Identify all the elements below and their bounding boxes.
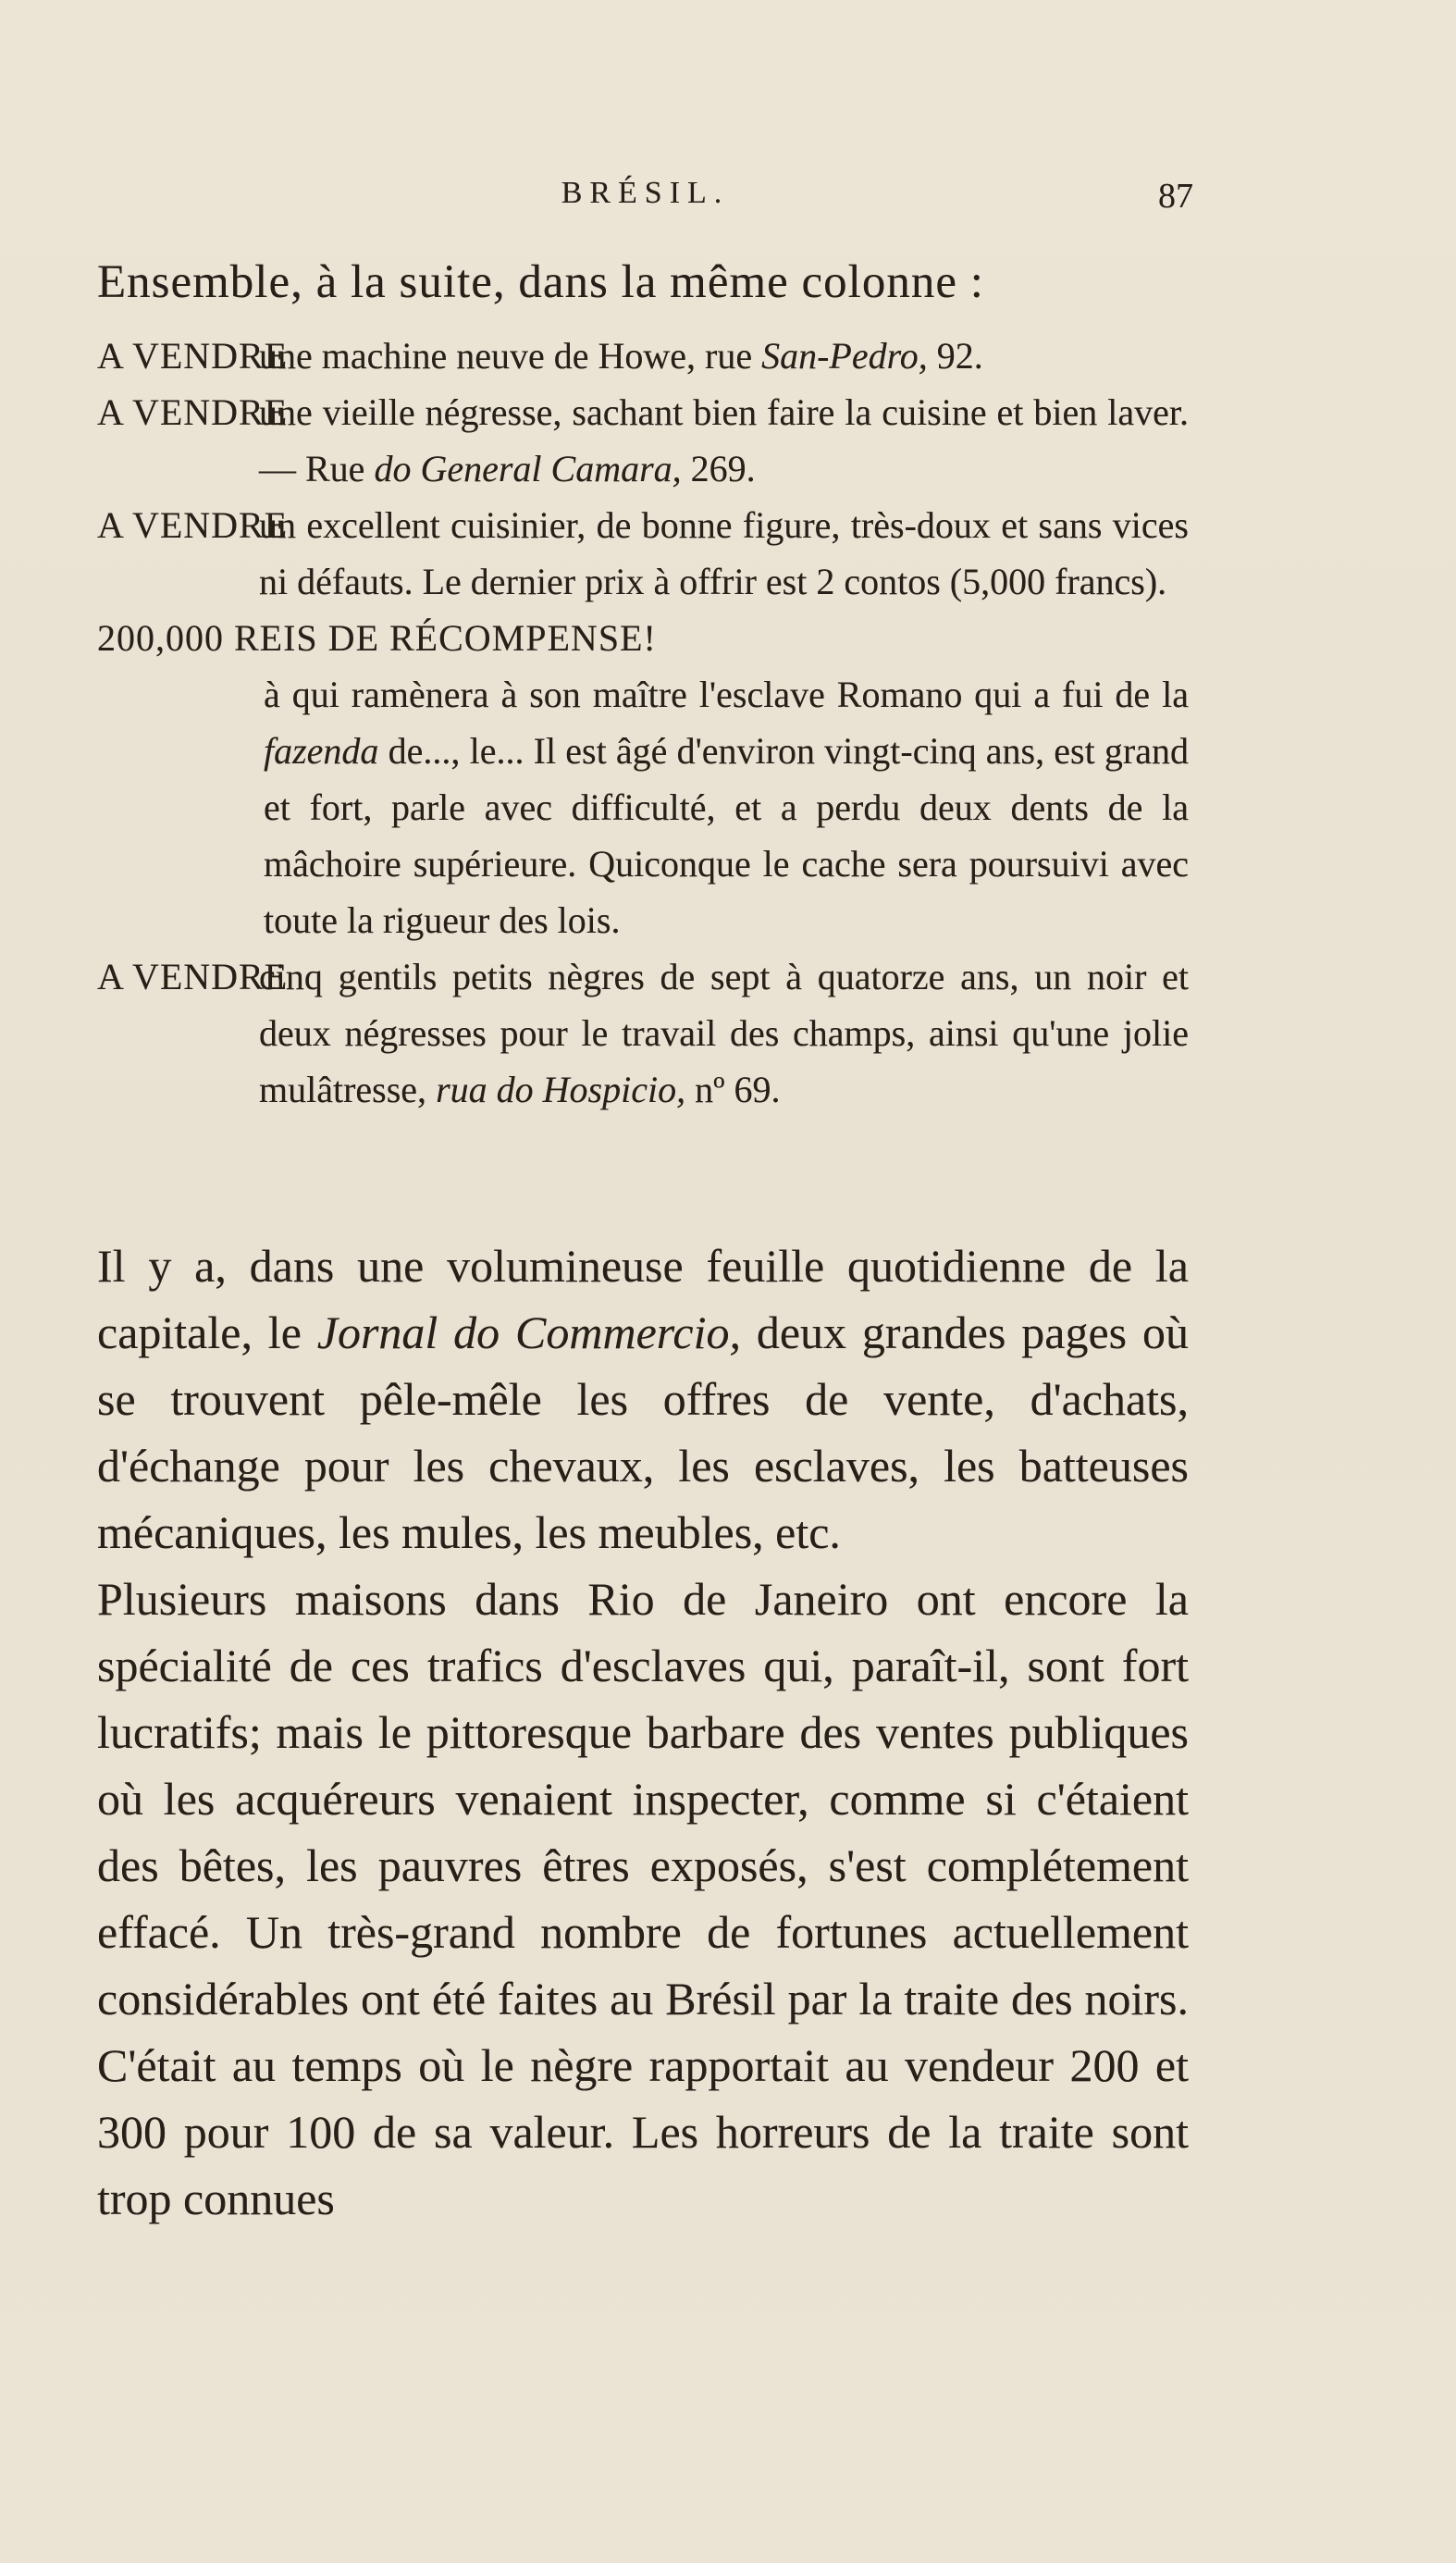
newspaper-title: Jornal do Commercio, [316,1306,741,1358]
advertisement-label: A VENDRE [97,335,289,377]
advertisement-list [97,328,1189,1118]
advertisement-text [259,384,1189,497]
advertisement-italic-address: do General Camara, [374,448,682,489]
advertisement-text-part: nº 69. [685,1069,781,1110]
body-text [97,1232,1189,2232]
advertisement-label: A VENDRE [97,956,289,997]
advertisement-text [259,328,1189,384]
reward-text-part: de..., le... Il est âgé d'environ vingt-cinq ans, est grand et fort, parle avec difficulté, et a perdu deux dents de la mâchoire supérieure. Quiconque le cache sera poursuivi avec toute la rigueur des lois. [264,730,1189,941]
paragraph-jornal [97,1232,1189,1566]
advertisement-label: A VENDRE [97,504,289,546]
reward-label: 200,000 REIS DE RÉCOMPENSE! [97,617,657,659]
advertisement-item [97,948,1189,1118]
reward-advertisement [97,610,1189,948]
advertisement-text [259,948,1189,1118]
paragraph-slave-trade: Plusieurs maisons dans Rio de Janeiro ont encore la spécialité de ces trafics d'esclaves qui, paraît-il, sont fort lucratifs; mais le pittoresque barbare des ventes publiques où les acquéreurs venaient inspecter, comme si c'étaient des bêtes, les pauvres êtres exposés, s'est complétement effacé. Un très-grand nombre de fortunes actuellement considérables ont été faites au Brésil par la traite des noirs. C'était au temps où le nègre rapportait au vendeur 200 et 300 pour 100 de sa valeur. Les horreurs de la traite sont trop connues [97,1573,1189,2224]
advertisement-italic-address: rua do Hospicio, [436,1069,686,1110]
intro-line: Ensemble, à la suite, dans la même colonne : [97,256,984,308]
chapter-title: BRÉSIL. [561,176,730,210]
advertisement-text-part: 269. [681,448,756,489]
advertisement-label: A VENDRE [97,391,289,433]
advertisement-text-part: une vieille négresse, sachant bien faire la cuisine et bien laver. — Rue [259,391,1189,489]
reward-italic-fazenda: fazenda [264,730,379,772]
advertisement-text-part: une machine neuve de Howe, rue [259,335,762,377]
paragraph-text-part: Il y a, dans une volumineuse feuille quotidienne de la capitale, le [97,1240,1189,1358]
page-number: 87 [1158,177,1193,216]
advertisement-text-part: cinq gentils petits nègres de sept à quatorze ans, un noir et deux négresses pour le travail des champs, ainsi qu'une jolie mulâtresse, [259,956,1189,1110]
advertisement-italic-address: San-Pedro, [761,335,928,377]
advertisement-text-part: 92. [927,335,983,377]
running-head [97,176,1193,222]
reward-text [264,666,1189,948]
advertisement-item [97,497,1189,610]
advertisement-text: un excellent cuisinier, de bonne figure, très-doux et sans vices ni défauts. Le dernier prix à offrir est 2 contos (5,000 francs). [259,504,1189,602]
reward-text-part: à qui ramènera à son maître l'esclave Romano qui a fui de la [264,674,1189,715]
advertisement-item [97,328,1189,384]
advertisement-item [97,384,1189,497]
paragraph-text-part: deux grandes pages où se trouvent pêle-mêle les offres de vente, d'achats, d'échange pour les chevaux, les esclaves, les batteuses mécaniques, les mules, les meubles, etc. [97,1306,1189,1558]
